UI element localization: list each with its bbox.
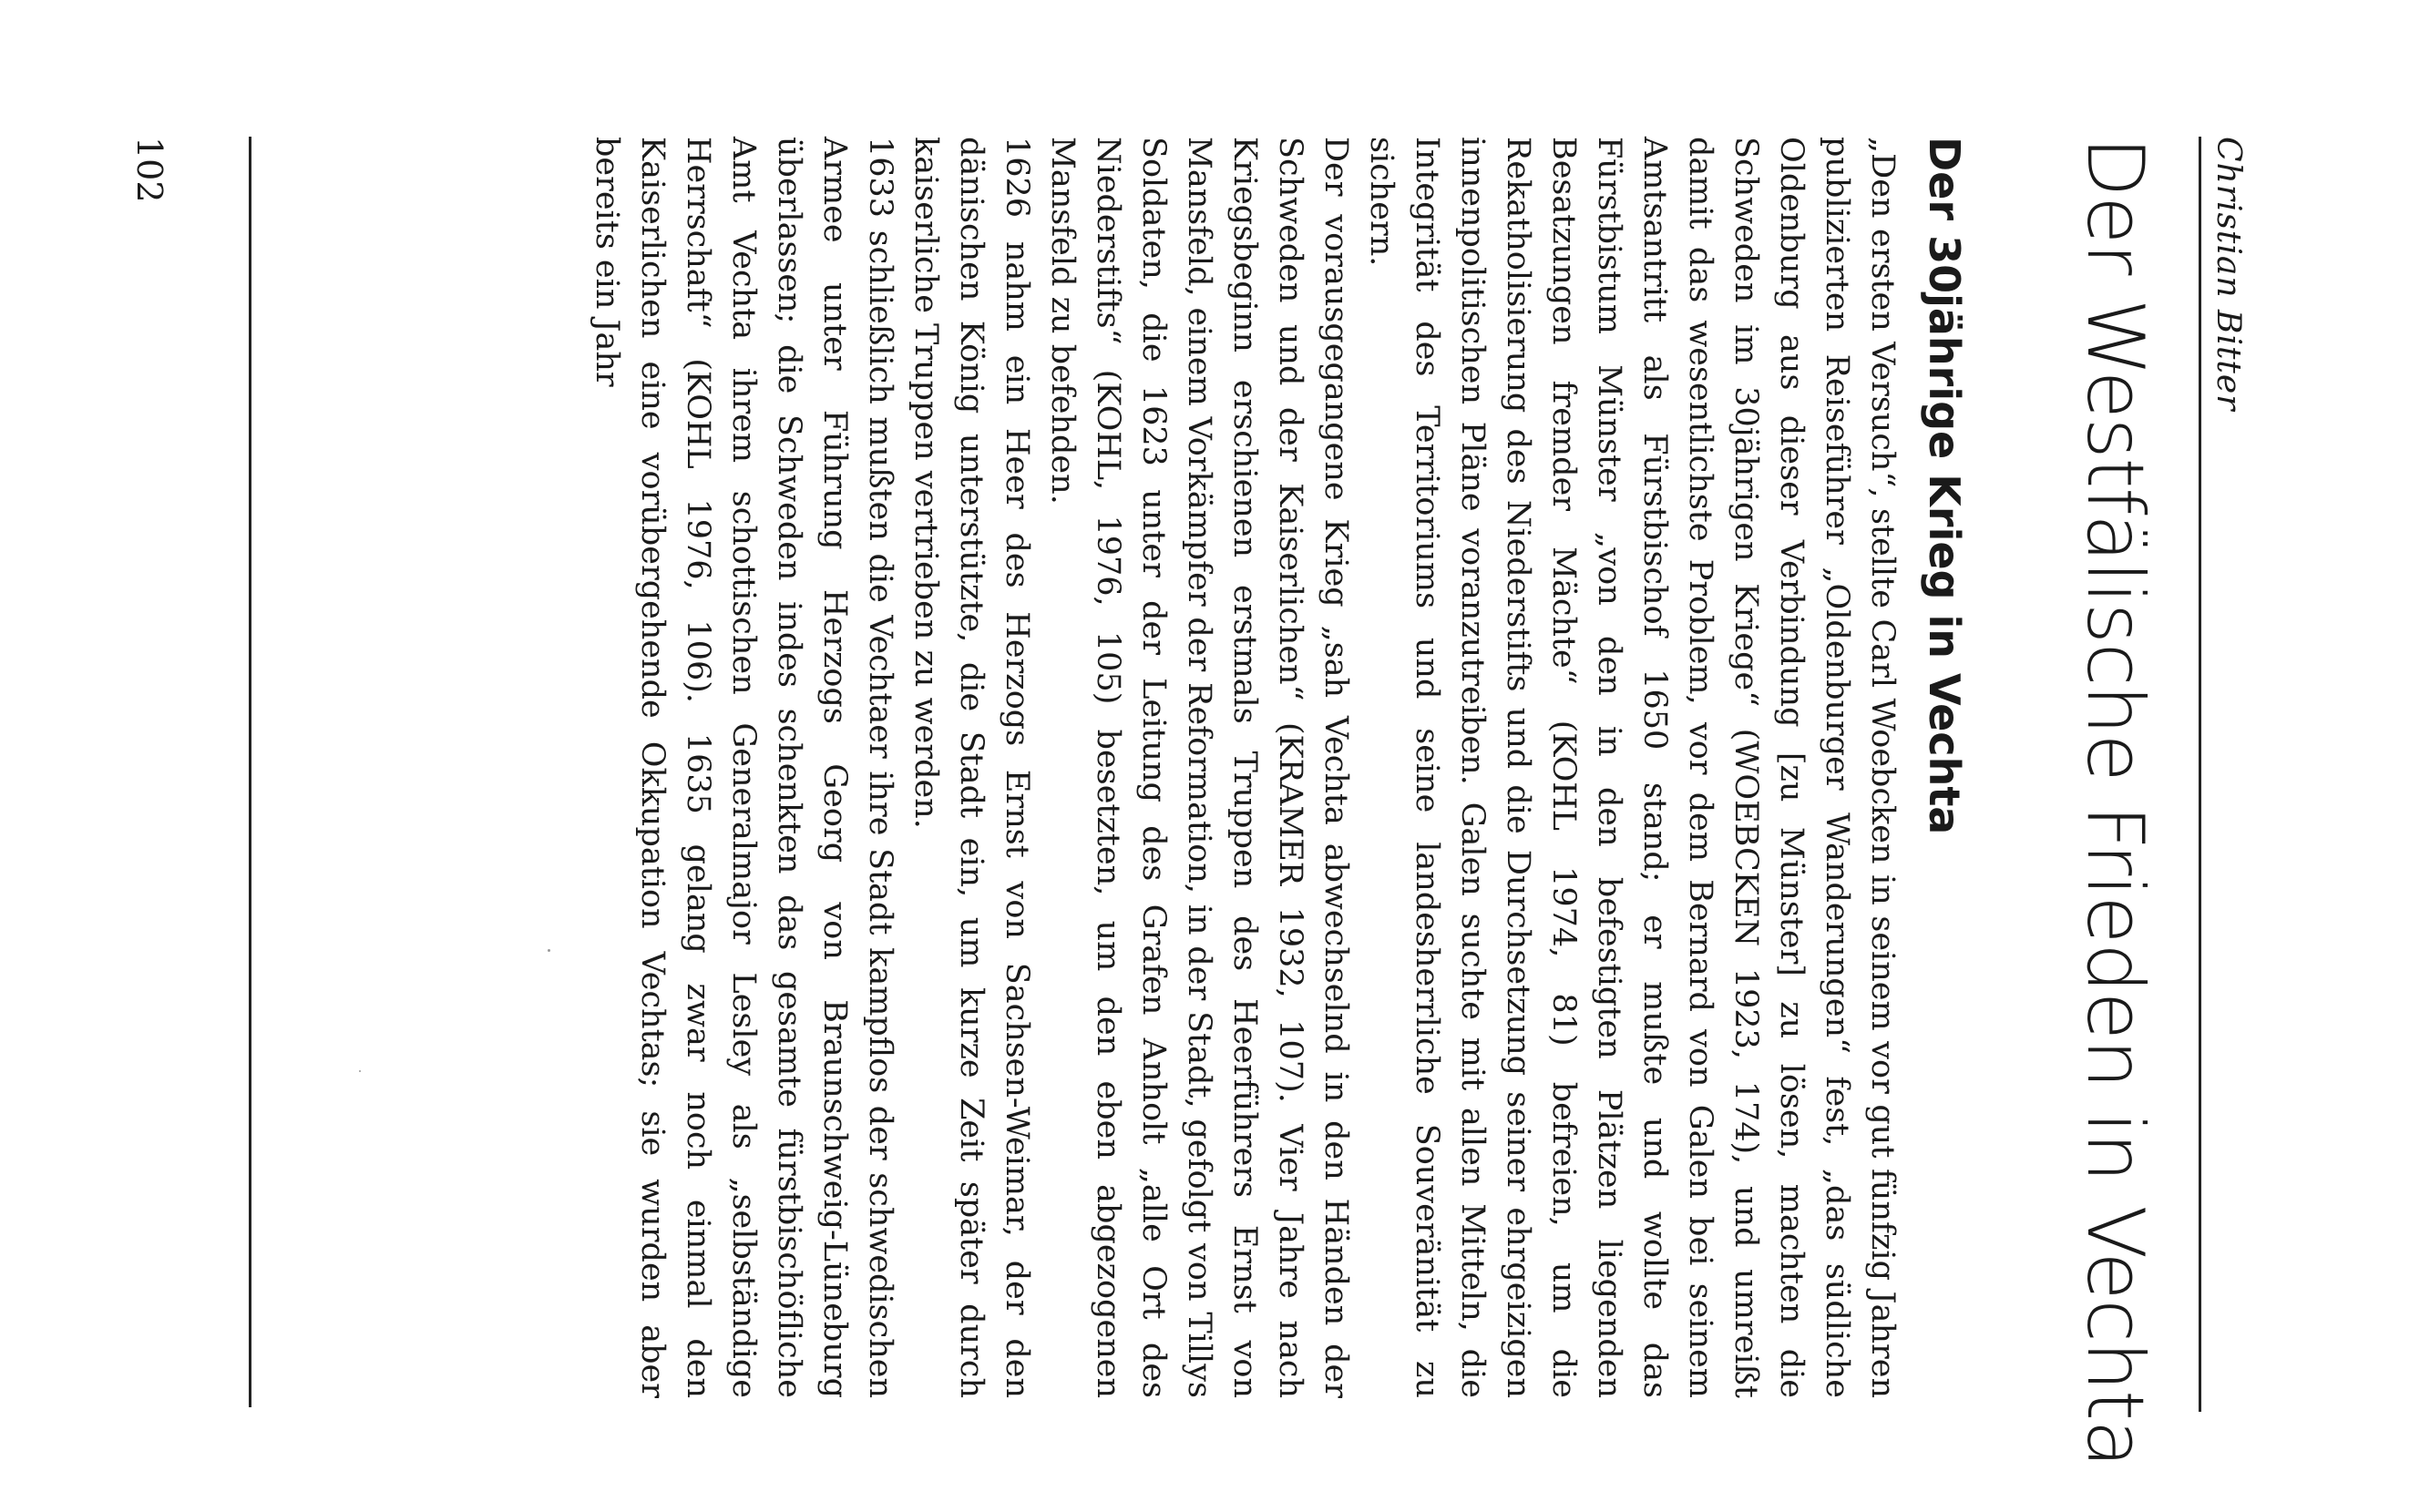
top-rule (2199, 137, 2201, 1412)
page-number: 102 (129, 137, 169, 203)
paragraph-3: 1626 nahm ein Heer des Herzogs Ernst von Sachsen-Weimar, der den dänischen König unterstützte, die Stadt ein, um kurze Zeit später durch kaiserliche Truppen vertrieben zu werden. (908, 137, 1035, 1398)
paragraph-1: „Den ersten Versuch“, stellte Carl Woebcken in seinem vor gut fünfzig Jahren publizierten Reiseführer „Oldenburger Wanderungen“ fest, „das südliche Oldenburg aus dieser Verbindung [zu Münster] zu lösen, machten die Schweden im 30jährigen Kriege“ (WOEBCKEN 1923, 174), und umreißt damit das wesentlichste Problem, vor dem Bernard von Galen bei seinem Amtsantritt als Fürstbischof 1650 stand; er mußte und wollte das Fürstbistum Münster „von den in den befestigten Plätzen liegenden Besatzungen fremder Mächte“ (KOHL 1974, 81) befreien, um die Rekatholisierung des Niederstifts und die Durchsetzung seiner ehrgeizigen innenpolitischen Pläne voranzutreiben. Galen suchte mit allen Mitteln, die Integrität des Territoriums und seine landesherrliche Souveränität zu sichern. (1363, 137, 1901, 1398)
bottom-rule (249, 137, 251, 1407)
page-title: Der Westfälische Frieden in Vechta (2069, 137, 2160, 1467)
scan-speck (548, 949, 550, 952)
paragraph-2: Der vorausgegangene Krieg „sah Vechta abwechselnd in den Händen der Schweden und der Kaiserlichen“ (KRAMER 1932, 107). Vier Jahre nach Kriegsbeginn erschienen erstmals Truppen des Heerführers Ernst von Mansfeld, einem Vorkämpfer der Reformation, in der Stadt, gefolgt von Tillys Soldaten, die 1623 unter der Leitung des Grafen Anholt „alle Ort des Niederstifts“ (KOHL, 1976, 105) besetzten, um den eben abgezogenen Mansfeld zu befehden. (1044, 137, 1354, 1398)
body-text (584, 137, 1905, 1398)
running-head: Christian Bitter (2210, 137, 2247, 412)
section-heading: Der 30jährige Krieg in Vechta (1920, 137, 1969, 835)
scan-speck (359, 1070, 361, 1072)
paragraph-4: 1633 schließlich mußten die Vechtaer ihre Stadt kampflos der schwedischen Armee unter Führung Herzogs Georg von Braunschweig-Lüneburg überlassen; die Schweden indes schenkten das gesamte fürstbischöfliche Amt Vechta ihrem schottischen Generalmajor Lesley als „selbständige Herrschaft“ (KOHL 1976, 106). 1635 gelang zwar noch einmal den Kaiserlichen eine vorübergehende Okkupation Vechtas; sie wurden aber bereits ein Jahr (589, 137, 898, 1398)
